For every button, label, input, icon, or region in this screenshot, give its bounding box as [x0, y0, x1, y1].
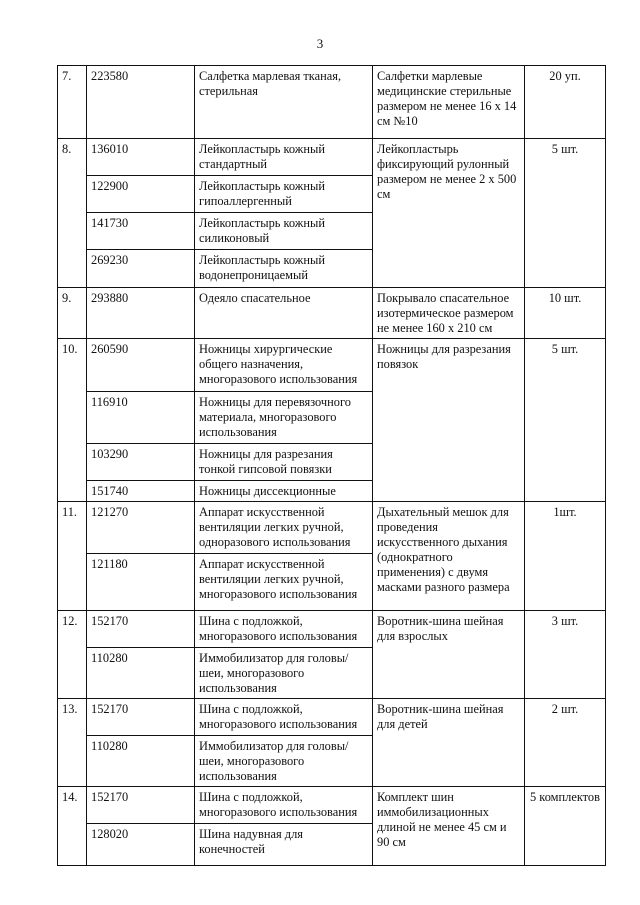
product-name-cell: Ножницы для разрезания тонкой гипсовой повязки: [195, 444, 373, 481]
item-number-cell: 7.: [58, 66, 87, 139]
product-code-cell: 293880: [87, 288, 195, 339]
table-row: [58, 288, 606, 339]
requirement-cell: Дыхательный мешок для проведения искусственного дыхания (однократного применения) с двумя масками разного размера: [373, 502, 525, 611]
table-row: [58, 139, 606, 176]
product-name-cell: Лейкопластырь кожный водонепроницаемый: [195, 250, 373, 288]
product-name-cell: Ножницы для перевязочного материала, многоразового использования: [195, 392, 373, 444]
requirement-cell: Лейкопластырь фиксирующий рулонный размером не менее 2 х 500 см: [373, 139, 525, 288]
item-number-cell: 11.: [58, 502, 87, 611]
product-name-cell: Лейкопластырь кожный гипоаллергенный: [195, 176, 373, 213]
product-name-cell: Иммобилизатор для головы/шеи, многоразового использования: [195, 648, 373, 699]
table-row: [58, 339, 606, 392]
quantity-cell: 1шт.: [525, 502, 606, 611]
item-number-cell: 8.: [58, 139, 87, 288]
product-code-cell: 110280: [87, 648, 195, 699]
requirement-cell: Покрывало спасательное изотермическое размером не менее 160 х 210 см: [373, 288, 525, 339]
product-code-cell: 223580: [87, 66, 195, 139]
requirement-cell: Салфетки марлевые медицинские стерильные размером не менее 16 х 14 см №10: [373, 66, 525, 139]
requirement-cell: Воротник-шина шейная для детей: [373, 699, 525, 787]
product-name-cell: Шина с подложкой, многоразового использования: [195, 611, 373, 648]
product-code-cell: 121270: [87, 502, 195, 554]
equipment-table: [57, 65, 606, 866]
quantity-cell: 5 комплектов: [525, 787, 606, 866]
product-name-cell: Ножницы диссекционные: [195, 481, 373, 502]
quantity-cell: 10 шт.: [525, 288, 606, 339]
quantity-cell: 20 уп.: [525, 66, 606, 139]
product-name-cell: Аппарат искусственной вентиляции легких ручной, многоразового использования: [195, 554, 373, 611]
product-name-cell: Шина надувная для конечностей: [195, 824, 373, 866]
requirement-cell: Ножницы для разрезания повязок: [373, 339, 525, 502]
table-row: [58, 787, 606, 824]
equipment-table-body: [58, 66, 606, 866]
quantity-cell: 5 шт.: [525, 139, 606, 288]
item-number-cell: 13.: [58, 699, 87, 787]
item-number-cell: 12.: [58, 611, 87, 699]
product-code-cell: 152170: [87, 611, 195, 648]
quantity-cell: 2 шт.: [525, 699, 606, 787]
product-code-cell: 110280: [87, 736, 195, 787]
product-name-cell: Лейкопластырь кожный стандартный: [195, 139, 373, 176]
requirement-cell: Воротник-шина шейная для взрослых: [373, 611, 525, 699]
quantity-cell: 3 шт.: [525, 611, 606, 699]
item-number-cell: 14.: [58, 787, 87, 866]
table-row: [58, 699, 606, 736]
product-code-cell: 141730: [87, 213, 195, 250]
product-name-cell: Лейкопластырь кожный силиконовый: [195, 213, 373, 250]
product-name-cell: Салфетка марлевая тканая, стерильная: [195, 66, 373, 139]
product-code-cell: 269230: [87, 250, 195, 288]
item-number-cell: 10.: [58, 339, 87, 502]
table-row: [58, 66, 606, 139]
product-code-cell: 122900: [87, 176, 195, 213]
product-code-cell: 260590: [87, 339, 195, 392]
product-code-cell: 116910: [87, 392, 195, 444]
table-row: [58, 502, 606, 554]
product-name-cell: Ножницы хирургические общего назначения, многоразового использования: [195, 339, 373, 392]
page-number: 3: [316, 36, 324, 51]
product-code-cell: 128020: [87, 824, 195, 866]
table-row: [58, 611, 606, 648]
product-code-cell: 136010: [87, 139, 195, 176]
product-name-cell: Шина с подложкой, многоразового использования: [195, 699, 373, 736]
requirement-cell: Комплект шин иммобилизационных длиной не менее 45 см и 90 см: [373, 787, 525, 866]
item-number-cell: 9.: [58, 288, 87, 339]
product-name-cell: Одеяло спасательное: [195, 288, 373, 339]
product-code-cell: 103290: [87, 444, 195, 481]
product-code-cell: 152170: [87, 787, 195, 824]
product-code-cell: 152170: [87, 699, 195, 736]
product-name-cell: Иммобилизатор для головы/шеи, многоразового использования: [195, 736, 373, 787]
product-name-cell: Аппарат искусственной вентиляции легких ручной, одноразового использования: [195, 502, 373, 554]
product-code-cell: 151740: [87, 481, 195, 502]
quantity-cell: 5 шт.: [525, 339, 606, 502]
product-code-cell: 121180: [87, 554, 195, 611]
product-name-cell: Шина с подложкой, многоразового использования: [195, 787, 373, 824]
